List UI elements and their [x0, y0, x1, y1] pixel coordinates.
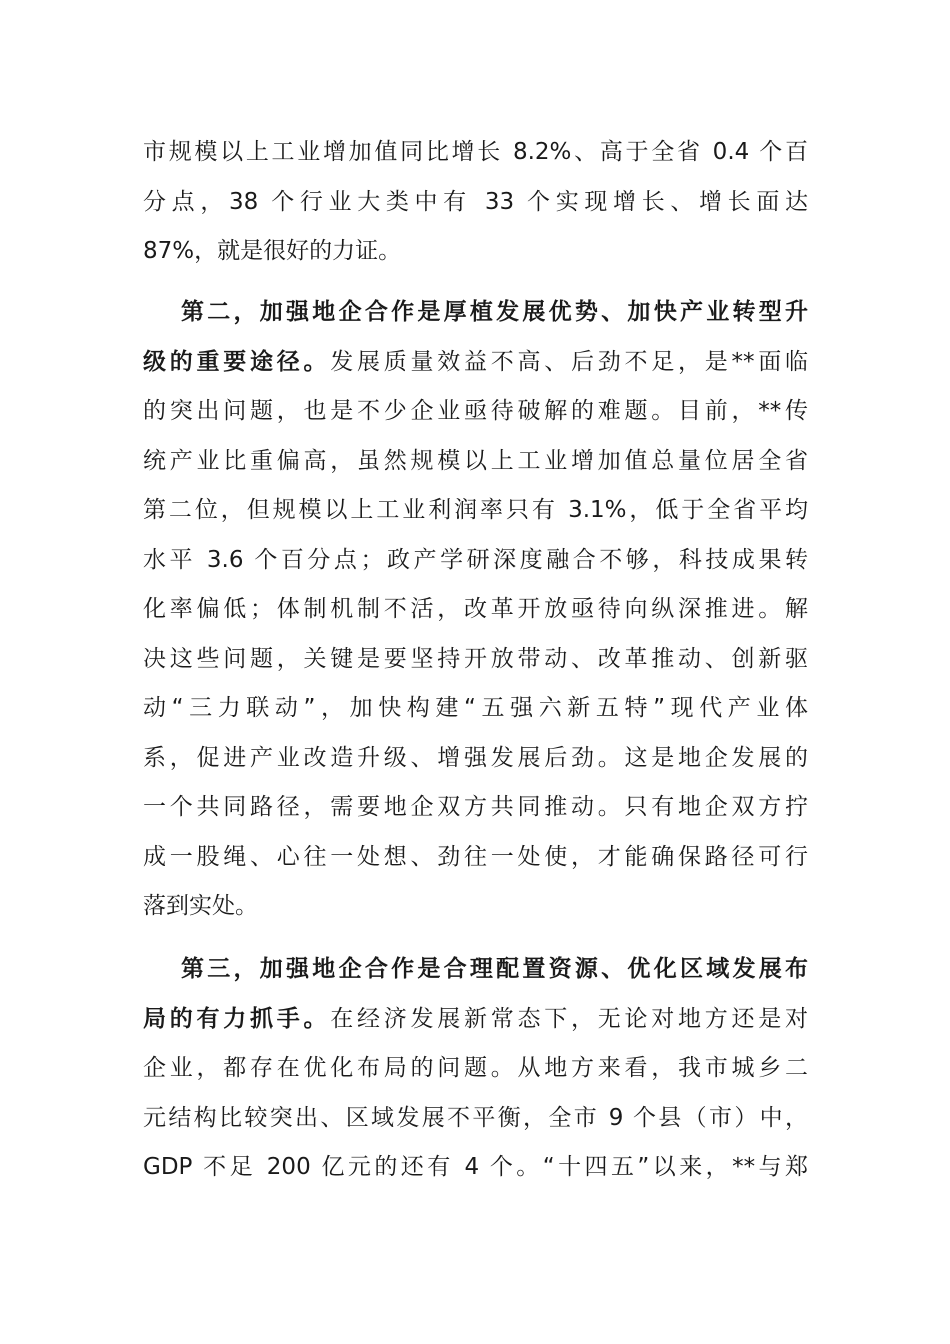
line-text: 动“三力联动”，加快构建“五强六新五特”现代产业体: [143, 695, 808, 721]
line-text: 第二位，但规模以上工业利润率只有 3.1%，低于全省平均: [143, 497, 808, 523]
text-line: [143, 585, 808, 635]
text-line: [143, 338, 808, 388]
text-line: [143, 833, 808, 883]
text-line: [143, 1143, 808, 1193]
line-text: 企业，都存在优化布局的问题。从地方来看，我市城乡二: [143, 1055, 808, 1081]
text-line: [143, 288, 808, 338]
text-line: [143, 995, 808, 1045]
line-text: 发展质量效益不高、后劲不足，是**面临: [330, 348, 808, 375]
text-line: [143, 635, 808, 685]
paragraph-3: [143, 945, 808, 1193]
line-text: GDP 不足 200 亿元的还有 4 个。“十四五”以来，**与郑: [143, 1154, 808, 1180]
line-text: 的突出问题，也是不少企业亟待破解的难题。目前，**传: [143, 398, 808, 424]
section-heading-text: 局的有力抓手。: [143, 1005, 331, 1032]
paragraph-2: [143, 288, 808, 932]
line-text: 统产业比重偏高，虽然规模以上工业增加值总量位居全省: [143, 447, 808, 474]
paragraph-1: [143, 128, 808, 277]
text-line: [143, 945, 808, 995]
line-text: 市规模以上工业增加值同比增长 8.2%、高于全省 0.4 个百: [143, 139, 808, 165]
text-line: [143, 734, 808, 784]
text-line: [143, 437, 808, 487]
text-line: [143, 684, 808, 734]
line-text: 水平 3.6 个百分点；政产学研深度融合不够，科技成果转: [143, 546, 808, 573]
text-line: [143, 387, 808, 437]
text-line: [143, 178, 808, 228]
text-line: [143, 227, 808, 277]
line-text: 落到实处。: [143, 893, 258, 919]
text-line: [143, 128, 808, 178]
line-text: 一个共同路径，需要地企双方共同推动。只有地企双方拧: [143, 794, 808, 820]
text-line: [143, 486, 808, 536]
line-text: 在经济发展新常态下，无论对地方还是对: [330, 1005, 808, 1032]
line-text: 系，促进产业改造升级、增强发展后劲。这是地企发展的: [143, 744, 808, 771]
text-line: [143, 536, 808, 586]
text-line: [143, 783, 808, 833]
text-line: [143, 882, 808, 932]
line-text: 分点，38 个行业大类中有 33 个实现增长、增长面达: [143, 188, 808, 215]
line-text: 化率偏低；体制机制不活，改革开放亟待向纵深推进。解: [143, 596, 808, 622]
line-text: 决这些问题，关键是要坚持开放带动、改革推动、创新驱: [143, 645, 808, 672]
text-line: [143, 1044, 808, 1094]
line-text: 元结构比较突出、区域发展不平衡，全市 9 个县（市）中，: [143, 1104, 808, 1131]
line-text: 成一股绳、心往一处想、劲往一处使，才能确保路径可行: [143, 843, 808, 870]
section-heading-text: 第二，加强地企合作是厚植发展优势、加快产业转型升: [181, 299, 808, 325]
section-heading-text: 级的重要途径。: [143, 348, 331, 375]
line-text: 87%，就是很好的力证。: [143, 238, 402, 264]
text-line: [143, 1094, 808, 1144]
section-heading-text: 第三，加强地企合作是合理配置资源、优化区域发展布: [181, 956, 808, 982]
